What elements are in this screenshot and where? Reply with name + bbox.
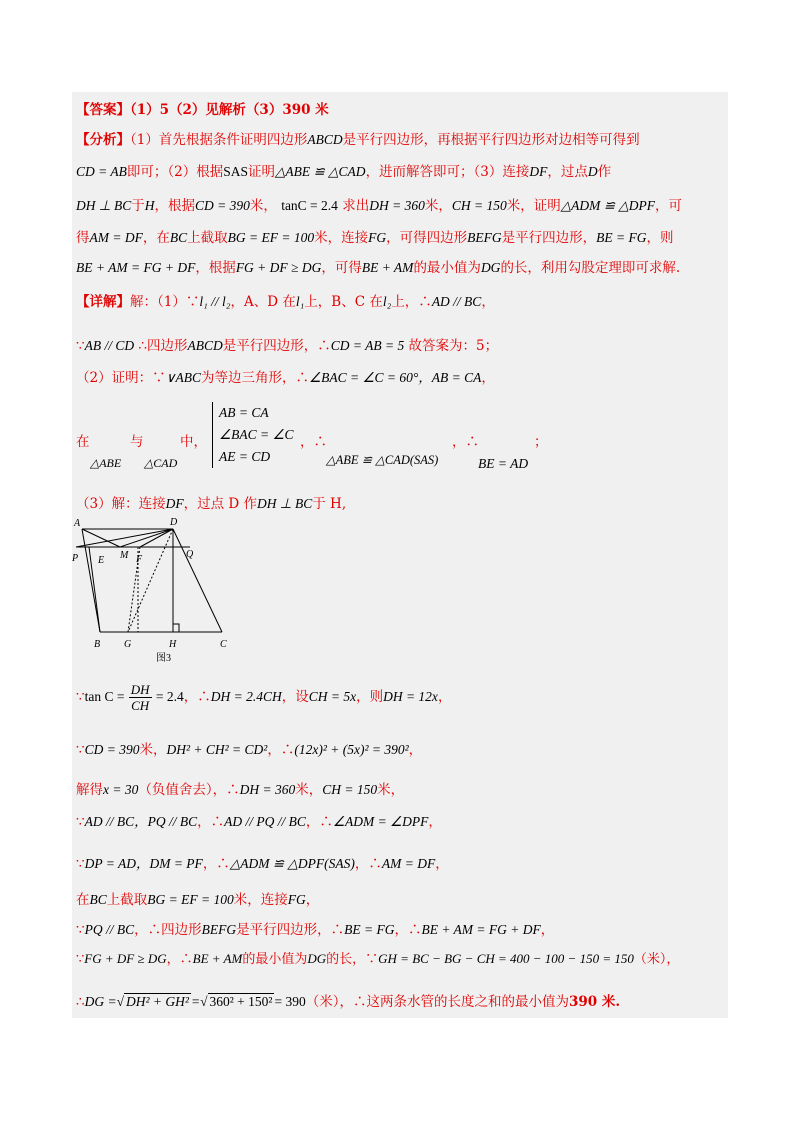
detail-line-2 [76, 334, 498, 354]
math-expr: l₂ [382, 294, 392, 309]
math-expr: ∠BAC = ∠C = 60°，AB = CA [308, 370, 482, 385]
detail-text: ，∴ [452, 434, 479, 450]
detail-text: ，∴ [267, 742, 295, 758]
math-expr: BE + AM = FG + DF [76, 260, 196, 275]
detail-text: 上，∴ [391, 294, 432, 310]
analysis-text: 得 [76, 230, 90, 246]
math-expr: H [144, 198, 155, 213]
detail-text: ，过点 D 作 [183, 496, 257, 512]
math-expr: DH = 360 [239, 782, 296, 797]
detail-semicolon [534, 430, 548, 450]
point-q-label: Q [186, 549, 194, 560]
detail-text: 与 [130, 434, 144, 450]
math-expr: CD = 390 [84, 742, 140, 757]
point-h-label: H [169, 639, 177, 650]
detail-text: ，∴ [305, 814, 333, 830]
segment-am [82, 529, 120, 547]
math-expr: l₁ // l₂ [199, 294, 231, 309]
math-expr: DP = AD，DM = PF [84, 856, 203, 871]
math-expr: DG [480, 260, 501, 275]
detail-line-1 [76, 290, 495, 310]
math-expr: △ABE ≌ △CAD(SAS) [326, 453, 439, 467]
math-expr: △CAD [144, 456, 178, 470]
math-expr: PQ // BC [84, 922, 135, 937]
detail-text: ，A、D 在 [230, 294, 296, 310]
math-expr: tan C = [84, 689, 125, 704]
point-g-label: G [124, 639, 132, 650]
math-expr: FG + DF ≥ DG [235, 260, 322, 275]
math-expr: BE + AM [361, 260, 414, 275]
analysis-text: 米，连接 [314, 230, 369, 246]
detail-text: ， [435, 856, 449, 872]
detail-text: 解：（1）∵ [130, 294, 200, 310]
analysis-text: 作 [597, 164, 612, 180]
analysis-text: 求出 [342, 198, 370, 214]
segment-dm [120, 529, 173, 547]
point-m-label: M [120, 550, 129, 561]
math-expr: DH = 360 [369, 198, 425, 213]
math-expr: ABCD [307, 132, 343, 147]
detail-line-14 [76, 990, 620, 1010]
detail-text: ， [408, 742, 423, 758]
detail-text: 在 [76, 434, 90, 450]
detail-text: ∴四边形 [138, 338, 188, 354]
detail-text: 在 [76, 892, 90, 908]
math-expr: △ADM ≌ △DPF(SAS) [229, 856, 355, 871]
analysis-text: ，可得四边形 [386, 230, 468, 246]
sqrt-sign: √ [200, 994, 208, 1009]
math-expr: = 390 [274, 994, 306, 1009]
analysis-tag: 【分析】 [76, 132, 130, 148]
detail-text: ∵ [76, 922, 85, 938]
math-expr: △ADM ≌ △DPF [560, 198, 656, 213]
detail-text: ∵ [76, 952, 85, 967]
analysis-text: 米， [424, 198, 452, 214]
math-expr: ∠ADM = ∠DPF [332, 814, 429, 829]
detail-text: 米， [139, 742, 167, 758]
math-expr: ABCD [187, 338, 223, 353]
math-expr: CH = 5x [308, 689, 357, 704]
detail-tag: 【详解】 [76, 294, 130, 310]
detail-text: ，∴ [183, 689, 211, 705]
math-expr: BG = EF = 100 [147, 892, 234, 907]
analysis-text: 的长，利用勾股定理即可求解. [500, 260, 681, 276]
analysis-text: ，则 [646, 230, 674, 246]
math-expr: DH = 12x [383, 689, 438, 704]
math-expr: AM = DF [89, 230, 143, 245]
congruence-sas [326, 452, 438, 468]
triangle-cad [144, 456, 177, 471]
math-expr: AB // CD [84, 338, 135, 353]
equation-system [212, 402, 294, 468]
math-expr: = [190, 994, 201, 1009]
detail-text: ，∴ [354, 856, 382, 872]
be-equals-ad [478, 456, 528, 472]
detail-text: ∵ [76, 689, 85, 705]
point-f-label: F [136, 554, 143, 565]
math-expr: DF [529, 164, 548, 179]
math-expr: DH = 2.4CH [210, 689, 282, 704]
math-expr: BE = AD [478, 456, 529, 471]
detail-text: ∵ [76, 742, 85, 758]
detail-text: ， [481, 294, 495, 310]
math-expr: △ABE ≌ △CAD [274, 164, 366, 179]
analysis-text: 于 [131, 198, 145, 214]
detail-text: （2）证明：∵ [76, 370, 166, 386]
math-expr: CD = AB = 5 [330, 338, 405, 353]
answer-tag: 【答案】 [76, 102, 130, 118]
detail-text: 是平行四边形，∴ [236, 922, 345, 938]
detail-text: ； [534, 434, 548, 450]
triangle-abe [90, 456, 121, 471]
math-expr: BE = FG [596, 230, 647, 245]
math-expr: DF [165, 496, 184, 511]
detail-line-3 [76, 366, 495, 386]
analysis-text: ，根据 [195, 260, 236, 276]
figure-caption: 图3 [156, 653, 171, 664]
detail-word-in [180, 430, 207, 450]
system-row: AE = CD [219, 449, 271, 464]
math-expr: BEFG [467, 230, 502, 245]
math-expr: △ABE [90, 456, 122, 470]
detail-text: 为等边三角形，∴ [200, 370, 309, 386]
detail-text: ， [428, 814, 442, 830]
math-expr: BE + AM [192, 951, 243, 966]
detail-text: （负值舍去），∴ [138, 782, 240, 798]
math-expr: BC [169, 230, 188, 245]
detail-text: ∴ [76, 994, 85, 1010]
math-expr: BE = FG [344, 922, 395, 937]
sqrt-radicand: 360² + 150² [209, 994, 273, 1009]
analysis-text: 是平行四边形，再根据平行四边形对边相等可得到 [342, 132, 640, 148]
detail-text: （3）解：连接 [76, 496, 166, 512]
detail-text: ∵ [76, 338, 85, 354]
analysis-text: 即可；（2）根据 [126, 164, 224, 180]
point-a-label: A [74, 518, 81, 529]
detail-word-and [130, 430, 144, 450]
point-e-label: E [98, 555, 105, 566]
detail-line-5 [76, 492, 346, 512]
math-expr: l₁ [295, 294, 305, 309]
detail-text: ∵ [76, 814, 85, 830]
detail-therefore-2 [452, 430, 479, 450]
detail-text: 中， [180, 434, 207, 450]
math-expr: GH = BC − BG − CH = 400 − 100 − 150 = 150 [378, 951, 634, 966]
detail-text: 是平行四边形，∴ [222, 338, 331, 354]
math-expr: BC [89, 892, 107, 907]
detail-text: ，∴四边形 [134, 922, 202, 938]
math-expr: AD // BC [431, 294, 482, 309]
math-expr: CH = 150 [451, 198, 507, 213]
detail-text: ， [305, 892, 320, 908]
analysis-line-5 [76, 256, 680, 276]
detail-text: 米，连接 [233, 892, 288, 908]
detail-text: 解得 [76, 782, 103, 798]
segment-dp [76, 529, 173, 547]
system-row: ∠BAC = ∠C [219, 427, 294, 442]
math-expr: ∨ABC [165, 370, 201, 385]
detail-text: ，∴ [394, 922, 422, 938]
math-expr: CH = 150 [322, 782, 378, 797]
detail-text: （米）， [633, 952, 680, 967]
fraction-numerator: DH [130, 682, 150, 697]
math-expr: AD // BC，PQ // BC [84, 814, 198, 829]
analysis-text: （1）首先根据条件证明四边形 [130, 132, 308, 148]
math-expr: DG [307, 951, 327, 966]
math-expr: tanC = 2.4 [281, 198, 338, 213]
detail-text: ， [437, 689, 452, 705]
detail-text: 的长，∵ [326, 952, 379, 967]
detail-line-10 [76, 852, 449, 872]
point-p-label: P [72, 553, 79, 564]
detail-text: 上截取 [106, 892, 148, 908]
analysis-text: 米， [249, 198, 277, 214]
analysis-text: 上截取 [187, 230, 228, 246]
segment-dg [128, 529, 173, 632]
detail-line-11 [76, 888, 319, 908]
math-expr: FG [287, 892, 306, 907]
detail-text: ，∴ [300, 434, 327, 450]
detail-line-6 [76, 682, 451, 713]
detail-text: 的最小值为 [242, 952, 308, 967]
analysis-text: ，过点 [547, 164, 588, 180]
detail-text: ∵ [76, 856, 85, 872]
sqrt-sign: √ [116, 994, 124, 1009]
math-expr: FG + DF ≥ DG [84, 951, 167, 966]
geometry-figure [72, 514, 242, 664]
math-expr: FG [368, 230, 387, 245]
math-expr: DH ⊥ BC [76, 198, 132, 213]
math-expr: D [587, 164, 598, 179]
analysis-line-3 [76, 194, 682, 214]
detail-text: 于 H, [312, 496, 347, 512]
analysis-text: ，在 [142, 230, 170, 246]
analysis-text: ，根据 [154, 198, 196, 214]
detail-text: 上，B、C 在 [304, 294, 383, 310]
fraction-denominator: CH [131, 698, 150, 713]
math-expr: BEFG [201, 922, 237, 937]
detail-text: ，∴ [166, 952, 193, 967]
analysis-text: 米，证明 [506, 198, 561, 214]
point-c-label: C [220, 639, 227, 650]
math-expr: = 2.4 [155, 689, 184, 704]
fraction-dh-ch [129, 682, 152, 713]
math-expr: x = 30 [103, 782, 139, 797]
analysis-line-2 [76, 160, 611, 180]
detail-text: ， [481, 370, 495, 386]
point-d-label: D [170, 517, 178, 528]
math-expr: DG = [84, 994, 117, 1009]
math-expr: AD // PQ // BC [224, 814, 306, 829]
analysis-text: 证明 [247, 164, 275, 180]
right-angle-mark [173, 624, 179, 632]
detail-text: （米），∴这两条水管的长度之和的最小值为 [305, 994, 569, 1010]
answer-line [76, 98, 329, 118]
detail-line-4 [76, 430, 90, 450]
detail-therefore-1 [300, 430, 327, 450]
analysis-text: 是平行四边形， [501, 230, 597, 246]
point-b-label: B [94, 639, 101, 650]
detail-text: 米， [377, 782, 405, 798]
detail-line-9 [76, 810, 442, 830]
detail-text: ，∴ [197, 814, 225, 830]
system-row: AB = CA [219, 405, 269, 420]
math-expr: BE + AM = FG + DF [421, 922, 541, 937]
detail-line-7 [76, 738, 422, 758]
sqrt-radicand: DH² + GH² [126, 994, 189, 1009]
math-expr: DH ⊥ BC [257, 496, 313, 511]
detail-text: 米， [295, 782, 323, 798]
analysis-line-4 [76, 226, 673, 246]
detail-text: ，∴ [202, 856, 230, 872]
math-expr: CD = 390 [195, 198, 250, 213]
segment-dc [173, 529, 222, 632]
math-expr: AM = DF [381, 856, 436, 871]
detail-line-8 [76, 778, 404, 798]
analysis-text: 的最小值为 [413, 260, 481, 276]
analysis-line-1 [76, 128, 640, 148]
analysis-text: ，进而解答即可；（3）连接 [365, 164, 530, 180]
detail-text: ，设 [281, 689, 309, 705]
math-expr: (12x)² + (5x)² = 390² [294, 742, 409, 757]
detail-text: ，则 [356, 689, 384, 705]
math-expr: BG = EF = 100 [227, 230, 315, 245]
analysis-text: ，可得 [321, 260, 362, 276]
detail-line-13 [76, 948, 679, 967]
detail-text: 故答案为：5； [408, 338, 499, 354]
math-expr: CD = AB [76, 164, 127, 179]
detail-text: ， [540, 922, 555, 938]
answer-text: （1）5（2）见解析（3）390 米 [130, 102, 329, 118]
final-answer: 390 米. [568, 994, 621, 1010]
math-expr: SAS [223, 164, 248, 179]
detail-line-12 [76, 918, 554, 938]
analysis-text: ，可 [655, 198, 683, 214]
math-expr: DH² + CH² = CD² [166, 742, 268, 757]
